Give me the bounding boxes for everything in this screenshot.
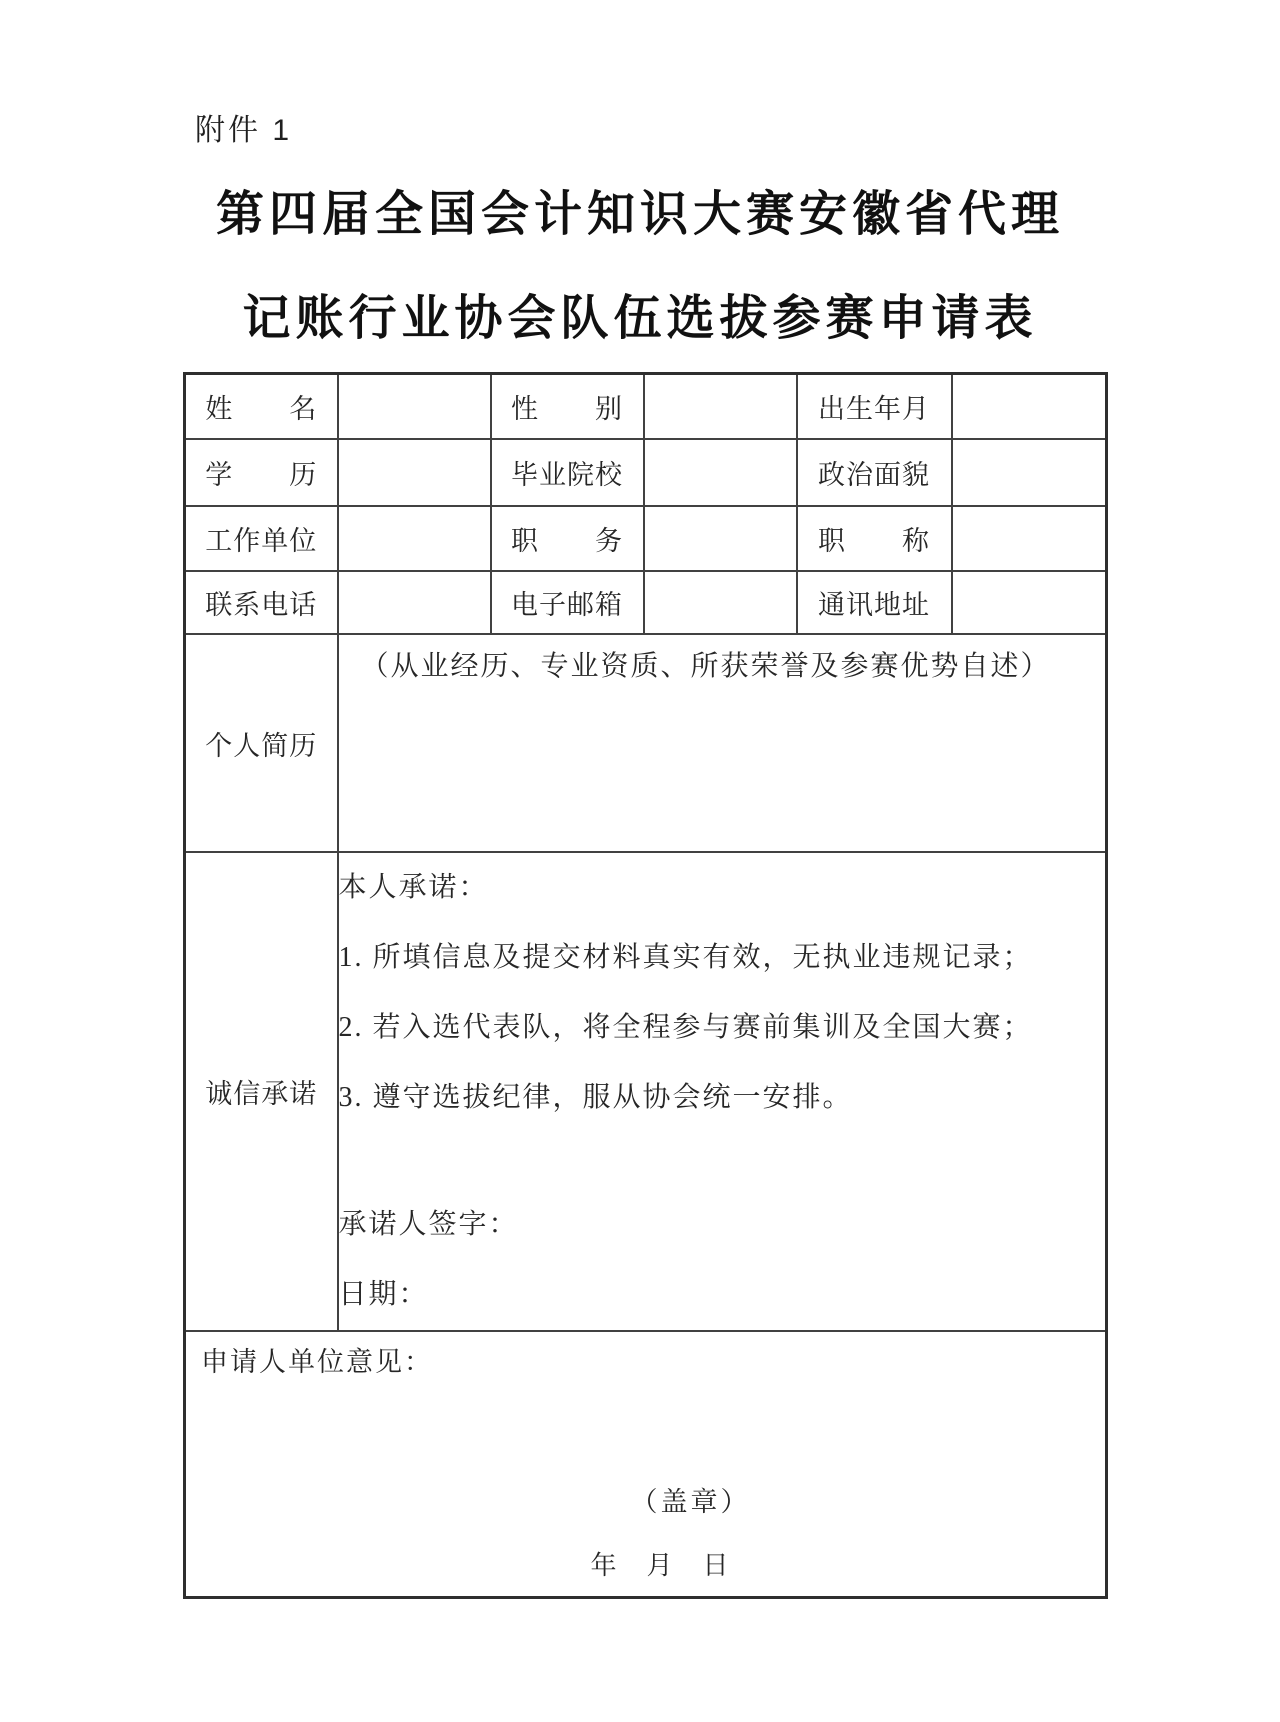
field-value-name[interactable] [338, 374, 491, 440]
employer-opinion-label: 申请人单位意见： [201, 1347, 433, 1377]
field-label-title: 职 称 [797, 506, 952, 571]
year-month-day-line: 年 月 日 [590, 1551, 731, 1580]
commitment-spacer [339, 1133, 1106, 1190]
table-row [185, 1331, 1107, 1598]
field-label-name: 姓 名 [185, 374, 338, 440]
field-label-school: 毕业院校 [491, 439, 644, 506]
field-label-phone: 联系电话 [185, 571, 338, 634]
field-value-birthdate[interactable] [952, 374, 1107, 440]
field-value-school[interactable] [644, 439, 797, 506]
field-label-education: 学 历 [185, 439, 338, 506]
field-value-political-status[interactable] [952, 439, 1107, 506]
field-value-education[interactable] [338, 439, 491, 506]
date-label[interactable]: 日期： [338, 1279, 429, 1310]
commitment-item-3: 3. 遵守选拔纪律，服从协会统一安排。 [338, 1082, 853, 1113]
attachment-label: 附件 1 [195, 114, 293, 147]
field-label-employer: 工作单位 [185, 506, 338, 571]
commitment-content-cell [338, 852, 1107, 1331]
form-title-line-1: 第四届全国会计知识大赛安徽省代理 [215, 188, 1064, 241]
field-value-position[interactable] [644, 506, 797, 571]
table-row [185, 634, 1107, 852]
resume-label: 个人简历 [185, 634, 338, 852]
field-label-gender: 性 别 [491, 374, 644, 440]
commitment-label: 诚信承诺 [185, 852, 338, 1331]
field-value-email[interactable] [644, 571, 797, 634]
field-value-employer[interactable] [338, 506, 491, 571]
field-value-phone[interactable] [338, 571, 491, 634]
table-row [185, 852, 1107, 1331]
commitment-item-2: 2. 若入选代表队，将全程参与赛前集训及全国大赛； [338, 1012, 1033, 1043]
field-label-position: 职 务 [491, 506, 644, 571]
commitment-intro: 本人承诺： [338, 872, 489, 903]
table-row [185, 571, 1107, 634]
employer-opinion-cell[interactable] [185, 1331, 1107, 1598]
application-form-table [183, 372, 1108, 1599]
field-label-political-status: 政治面貌 [797, 439, 952, 506]
field-label-mailing-address: 通讯地址 [797, 571, 952, 634]
seal-placeholder: （盖章） [630, 1487, 751, 1517]
field-value-gender[interactable] [644, 374, 797, 440]
resume-hint: （从业经历、专业资质、所获荣誉及参赛优势自述） [360, 651, 1051, 682]
field-label-email: 电子邮箱 [491, 571, 644, 634]
field-value-title[interactable] [952, 506, 1107, 571]
field-value-mailing-address[interactable] [952, 571, 1107, 634]
table-row [185, 439, 1107, 506]
form-title-line-2: 记账行业协会队伍选拔参赛申请表 [242, 292, 1038, 345]
commitment-item-1: 1. 所填信息及提交材料真实有效，无执业违规记录； [338, 942, 1033, 973]
field-label-birthdate: 出生年月 [797, 374, 952, 440]
resume-content-cell[interactable] [338, 634, 1107, 852]
signature-label[interactable]: 承诺人签字： [338, 1209, 519, 1240]
table-row [185, 506, 1107, 571]
table-row [185, 374, 1107, 440]
